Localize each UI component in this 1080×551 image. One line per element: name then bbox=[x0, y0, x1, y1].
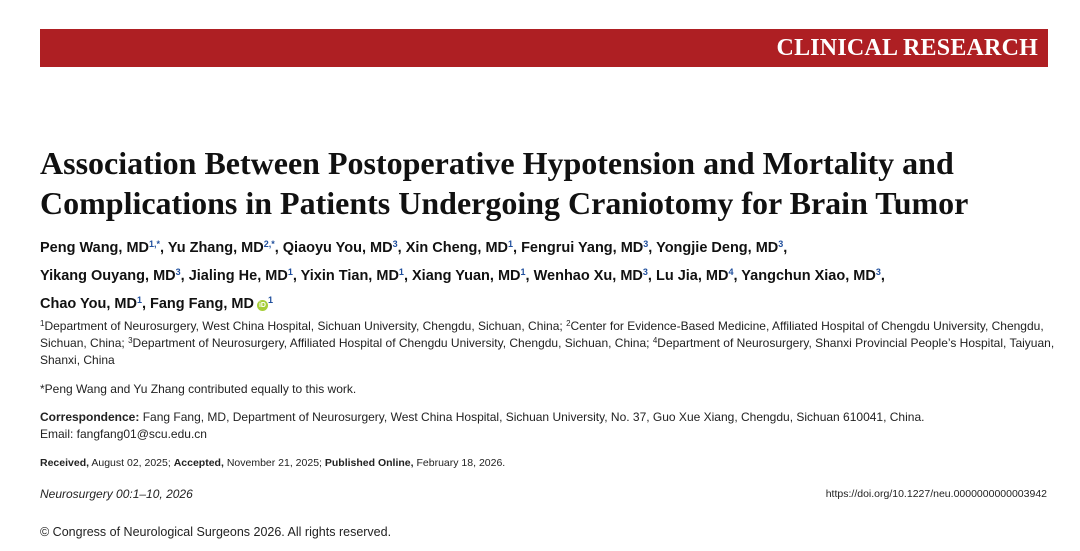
author-name[interactable]: Qiaoyu You, MD bbox=[282, 240, 393, 256]
author-name[interactable]: Yangchun Xiao, MD bbox=[741, 268, 876, 284]
author-name[interactable]: Yikang Ouyang, MD bbox=[40, 268, 176, 284]
author-name[interactable]: Peng Wang, MD bbox=[40, 240, 150, 256]
section-label: CLINICAL RESEARCH bbox=[776, 35, 1038, 61]
author-affiliation: 3 bbox=[778, 239, 784, 249]
author-name[interactable]: Yongjie Deng, MD bbox=[656, 240, 779, 256]
author-name[interactable]: Lu Jia, MD bbox=[655, 268, 729, 284]
received-label: Received, bbox=[40, 457, 90, 469]
journal-citation: Neurosurgery 00:1–10, 2026 bbox=[40, 487, 193, 501]
author-name[interactable]: Jialing He, MD bbox=[188, 268, 288, 284]
author-affiliation: 3 bbox=[643, 239, 649, 249]
author-affiliation: 1 bbox=[287, 267, 293, 277]
correspondence-label: Correspondence: bbox=[40, 410, 140, 424]
author-name[interactable]: Yu Zhang, MD bbox=[167, 240, 264, 256]
published-label: Published Online, bbox=[324, 457, 414, 469]
author-affiliation: 3 bbox=[392, 239, 398, 249]
orcid-icon[interactable]: iD bbox=[258, 302, 266, 309]
author-affiliation: 1 bbox=[136, 295, 142, 305]
author-list: Peng Wang, $MD^{1,*}$, Yu Zhang, $MD^{2,*}$, Qiaoyu You, $MD^3$, Xin Cheng, $MD^1$, Fengrui Yang, $MD^3$, Yongjie Deng, $MD^3$, Yikang Ouyang, $MD^3$, Jialing He, $MD^1$, Yixin Tian, $MD^1$, Xiang Yuan, $MD^1$, Wenhao Xu, $MD^3$, Lu Jia, $MD^4$, Yangchun Xiao, $MD^3$, Chao You, $MD^1$, Fang Fang, MD $iD^1$ bbox=[40, 239, 885, 312]
author-affiliation: 4 bbox=[728, 267, 734, 277]
author-name[interactable]: Chao You, MD bbox=[40, 296, 137, 312]
title-line-1: Association Between Postoperative Hypotension and Mortality and bbox=[40, 145, 954, 181]
published-date: February 18, 2026. bbox=[416, 457, 506, 469]
correspondence-text: Fang Fang, MD, Department of Neurosurgery, West China Hospital, Sichuan University, No. 37, Guo Xue Xiang, Chengdu, Sichuan 610041, China. bbox=[142, 410, 925, 424]
copyright-notice: © Congress of Neurological Surgeons 2026. All rights reserved. bbox=[40, 525, 392, 539]
author-affiliation: 1 bbox=[520, 267, 526, 277]
author-affiliation: 1 bbox=[398, 267, 404, 277]
publication-dates bbox=[40, 455, 1055, 472]
affiliation-number: 3 bbox=[128, 336, 133, 345]
affiliation-4: Department of Neurosurgery, Shanxi Provincial People’s Hospital, Taiyuan, Shanxi, China bbox=[40, 336, 1055, 367]
author-affiliation: 3 bbox=[175, 267, 181, 277]
received-date: August 02, 2025; bbox=[91, 457, 171, 469]
author-affiliation: 1 bbox=[267, 295, 273, 305]
doi-link[interactable]: https://doi.org/10.1227/neu.0000000000003942 bbox=[825, 488, 1047, 500]
section-banner bbox=[40, 29, 1048, 67]
affiliations bbox=[40, 318, 1055, 369]
correspondence-email[interactable]: Email: fangfang01@scu.edu.cn bbox=[40, 427, 207, 441]
affiliation-3: Department of Neurosurgery, Affiliated Hospital of Chengdu University, Chengdu, Sichuan, China; bbox=[132, 336, 650, 350]
affiliation-2: Center for Evidence-Based Medicine, Affiliated Hospital of Chengdu University, Chengdu, Sichuan, China; bbox=[40, 319, 1044, 350]
author-affiliation: 2,* bbox=[263, 239, 275, 249]
author-name[interactable]: Fang Fang, MD bbox=[150, 296, 254, 312]
author-name[interactable]: Fengrui Yang, MD bbox=[521, 240, 644, 256]
accepted-date: November 21, 2025; bbox=[226, 457, 322, 469]
author-affiliation: 1 bbox=[508, 239, 514, 249]
author-affiliation: 3 bbox=[875, 267, 881, 277]
author-name[interactable]: Wenhao Xu, MD bbox=[533, 268, 643, 284]
correspondence bbox=[40, 409, 1055, 443]
author-name[interactable]: Yixin Tian, MD bbox=[300, 268, 399, 284]
accepted-label: Accepted, bbox=[173, 457, 224, 469]
affiliation-number: 2 bbox=[566, 319, 571, 328]
author-affiliation: 1,* bbox=[149, 239, 161, 249]
article-title bbox=[40, 143, 1060, 223]
affiliation-number: 4 bbox=[652, 336, 658, 345]
equal-contribution-note: *Peng Wang and Yu Zhang contributed equally to this work. bbox=[40, 382, 357, 396]
affiliation-1: Department of Neurosurgery, West China Hospital, Sichuan University, Chengdu, Sichuan, China; bbox=[44, 319, 563, 333]
author-affiliation: 3 bbox=[642, 267, 648, 277]
author-name[interactable]: Xin Cheng, MD bbox=[405, 240, 508, 256]
title-line-2: Complications in Patients Undergoing Craniotomy for Brain Tumor bbox=[40, 185, 969, 221]
author-name[interactable]: Xiang Yuan, MD bbox=[412, 268, 521, 284]
affiliation-number: 1 bbox=[40, 319, 45, 328]
